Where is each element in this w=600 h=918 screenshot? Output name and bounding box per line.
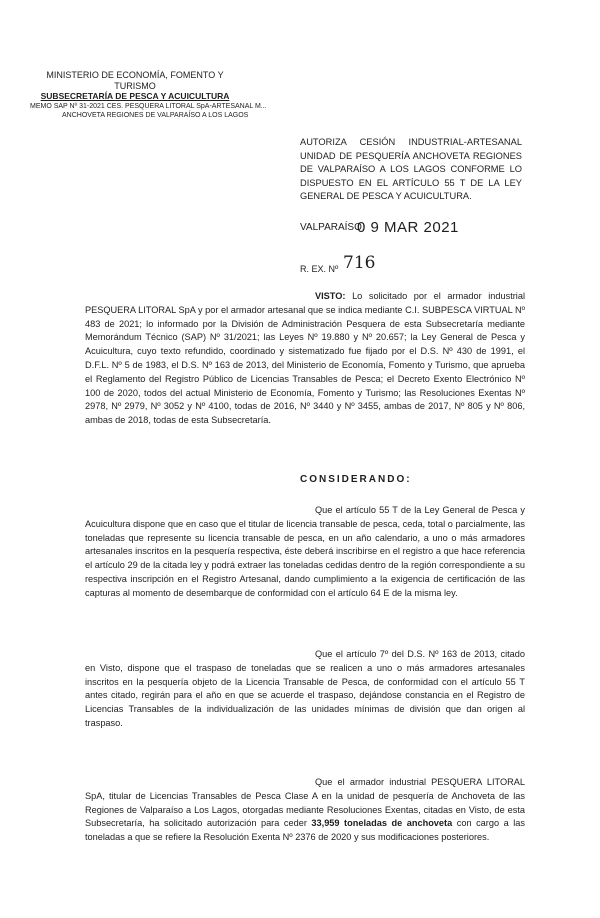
resolution-number-label: R. EX. Nº [300, 264, 339, 274]
letterhead [30, 70, 290, 120]
stamped-date: 0 9 MAR 2021 [357, 219, 459, 236]
c3-tonnage: 33,959 toneladas de anchoveta [311, 818, 453, 829]
memo-reference-line-1: MEMO SAP Nº 31-2021 CES. PESQUERA LITORAL SpA-ARTESANAL M... [30, 102, 267, 110]
visto-paragraph [85, 290, 525, 428]
place-label: VALPARAÍSO, [300, 222, 365, 233]
visto-label: VISTO: [315, 291, 346, 301]
subsecretaria-name: SUBSECRETARÍA DE PESCA Y ACUICULTURA [40, 91, 230, 101]
visto-text: Lo solicitado por el armador industrial PESQUERA LITORAL SpA y por el armador artesanal que se indica mediante C.I. SUBPESCA VIRTUAL Nº 483 de 2021; lo informado por la División de Administración Pesquera de esta Subsecretaría mediante Memorándum Técnico (SAP) Nº 31/2021; las Leyes Nº 19.880 y Nº 20.657; la Ley General de Pesca y Acuicultura, cuyo texto refundido, coordinado y sistematizado fue fijado por el D.S. Nº 430 de 1991, el D.F.L. Nº 5 de 1983, el D.S. Nº 163 de 2013, del Ministerio de Economía, Fomento y Turismo, que aprueba el Reglamento del Registro Público de Licencias Transables de Pesca; el Decreto Exento Electrónico Nº 100 de 2020, todos del actual Ministerio de Economía, Fomento y Turismo; las Resoluciones Exentas Nº 2978, Nº 2979, Nº 3052 y Nº 4100, todas de 2016, Nº 3440 y Nº 3455, ambas de 2017, Nº 805 y Nº 806, ambas de 2018, todas de esta Subsecretaría. [85, 291, 525, 426]
considerando-heading: CONSIDERANDO: [300, 474, 412, 485]
considerando-paragraph-1: Que el artículo 55 T de la Ley General de Pesca y Acuicultura dispone que en caso que el titular de licencia transable de pesca, ceda, total o parcialmente, las toneladas que represente su licencia transable de pesca, en un año calendario, a uno o más armadores artesanales inscritos en la pesquería respectiva, éste deberá inscribirse en el registro a que hace referencia el artículo 29 de la citada ley y podrá extraer las toneladas cedidas dentro de la región correspondiente a su respectiva inscripción en el Registro Artesanal, dando cumplimiento a la exigencia de certificación de las capturas al momento de desembarque de conformidad con el artículo 64 E de la misma ley. [85, 505, 525, 598]
considerando-paragraph-3 [85, 776, 525, 845]
resolution-number: 716 [343, 253, 376, 273]
considerando-paragraph-2: Que el artículo 7º del D.S. Nº 163 de 2013, citado en Visto, dispone que el traspaso de toneladas que se realicen a uno o más armadores artesanales inscritos en la pesquería objeto de la Licencia Transable de Pesca, de conformidad con el artículo 55 T antes citado, regirán para el año en que se acuerde el traspaso, dejándose constancia en el Registro de Licencias Transables de la individualización de las unidades mínimas de división que dan origen al traspaso. [85, 649, 525, 728]
memo-reference-line-2: ANCHOVETA REGIONES DE VALPARAÍSO A LOS LAGOS [62, 111, 249, 119]
ministry-name: MINISTERIO DE ECONOMÍA, FOMENTO Y TURISMO [46, 70, 224, 91]
resolution-title: AUTORIZA CESIÓN INDUSTRIAL-ARTESANAL UNIDAD DE PESQUERÍA ANCHOVETA REGIONES DE VALPARAÍSO A LOS LAGOS CONFORME LO DISPUESTO EN EL ARTÍCULO 55 T DE LA LEY GENERAL DE PESCA Y ACUICULTURA. [300, 137, 522, 201]
c3-text-part2: con cargo a las toneladas a que se refiere la Resolución Exenta Nº 2376 de 2020 y sus modificaciones posteriores. [85, 818, 526, 843]
c3-text-part1: Que el armador industrial PESQUERA LITORAL SpA, titular de Licencias Transables de Pesca Clase A en la unidad de pesquería de Anchoveta de las Regiones de Valparaíso a Los Lagos, otorgadas mediante Resoluciones Exentas, citadas en Visto, de esta Subsecretaría, ha solicitado autorización para ceder [85, 777, 525, 829]
